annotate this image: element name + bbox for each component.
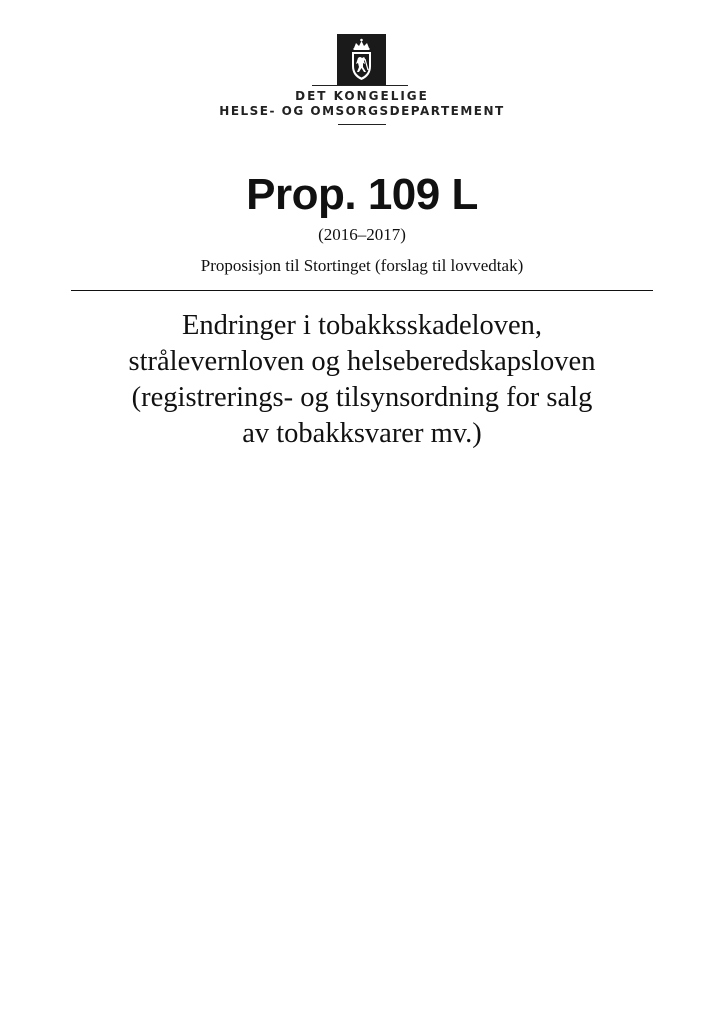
- proposition-subject: [60, 308, 664, 452]
- header-rule-top: [312, 85, 408, 86]
- subject-line: (registrerings- og tilsynsordning for salg: [131, 382, 593, 413]
- norwegian-coat-of-arms-icon: [337, 34, 386, 86]
- subject-line: strålevernloven og helseberedskapsloven: [128, 346, 596, 377]
- department-name-line1: DET KONGELIGE: [295, 89, 429, 103]
- proposition-title: Prop. 109 L: [246, 170, 478, 219]
- proposition-type: Proposisjon til Stortinget (forslag til lovvedtak): [200, 256, 524, 275]
- parliamentary-session: (2016–2017): [318, 225, 406, 244]
- title-divider: [71, 290, 653, 291]
- department-name-line2: HELSE- OG OMSORGSDEPARTEMENT: [219, 104, 505, 118]
- subject-line: Endringer i tobakksskadeloven,: [181, 310, 543, 341]
- header-rule-bottom: [338, 124, 386, 125]
- subject-line: av tobakksvarer mv.): [242, 418, 482, 449]
